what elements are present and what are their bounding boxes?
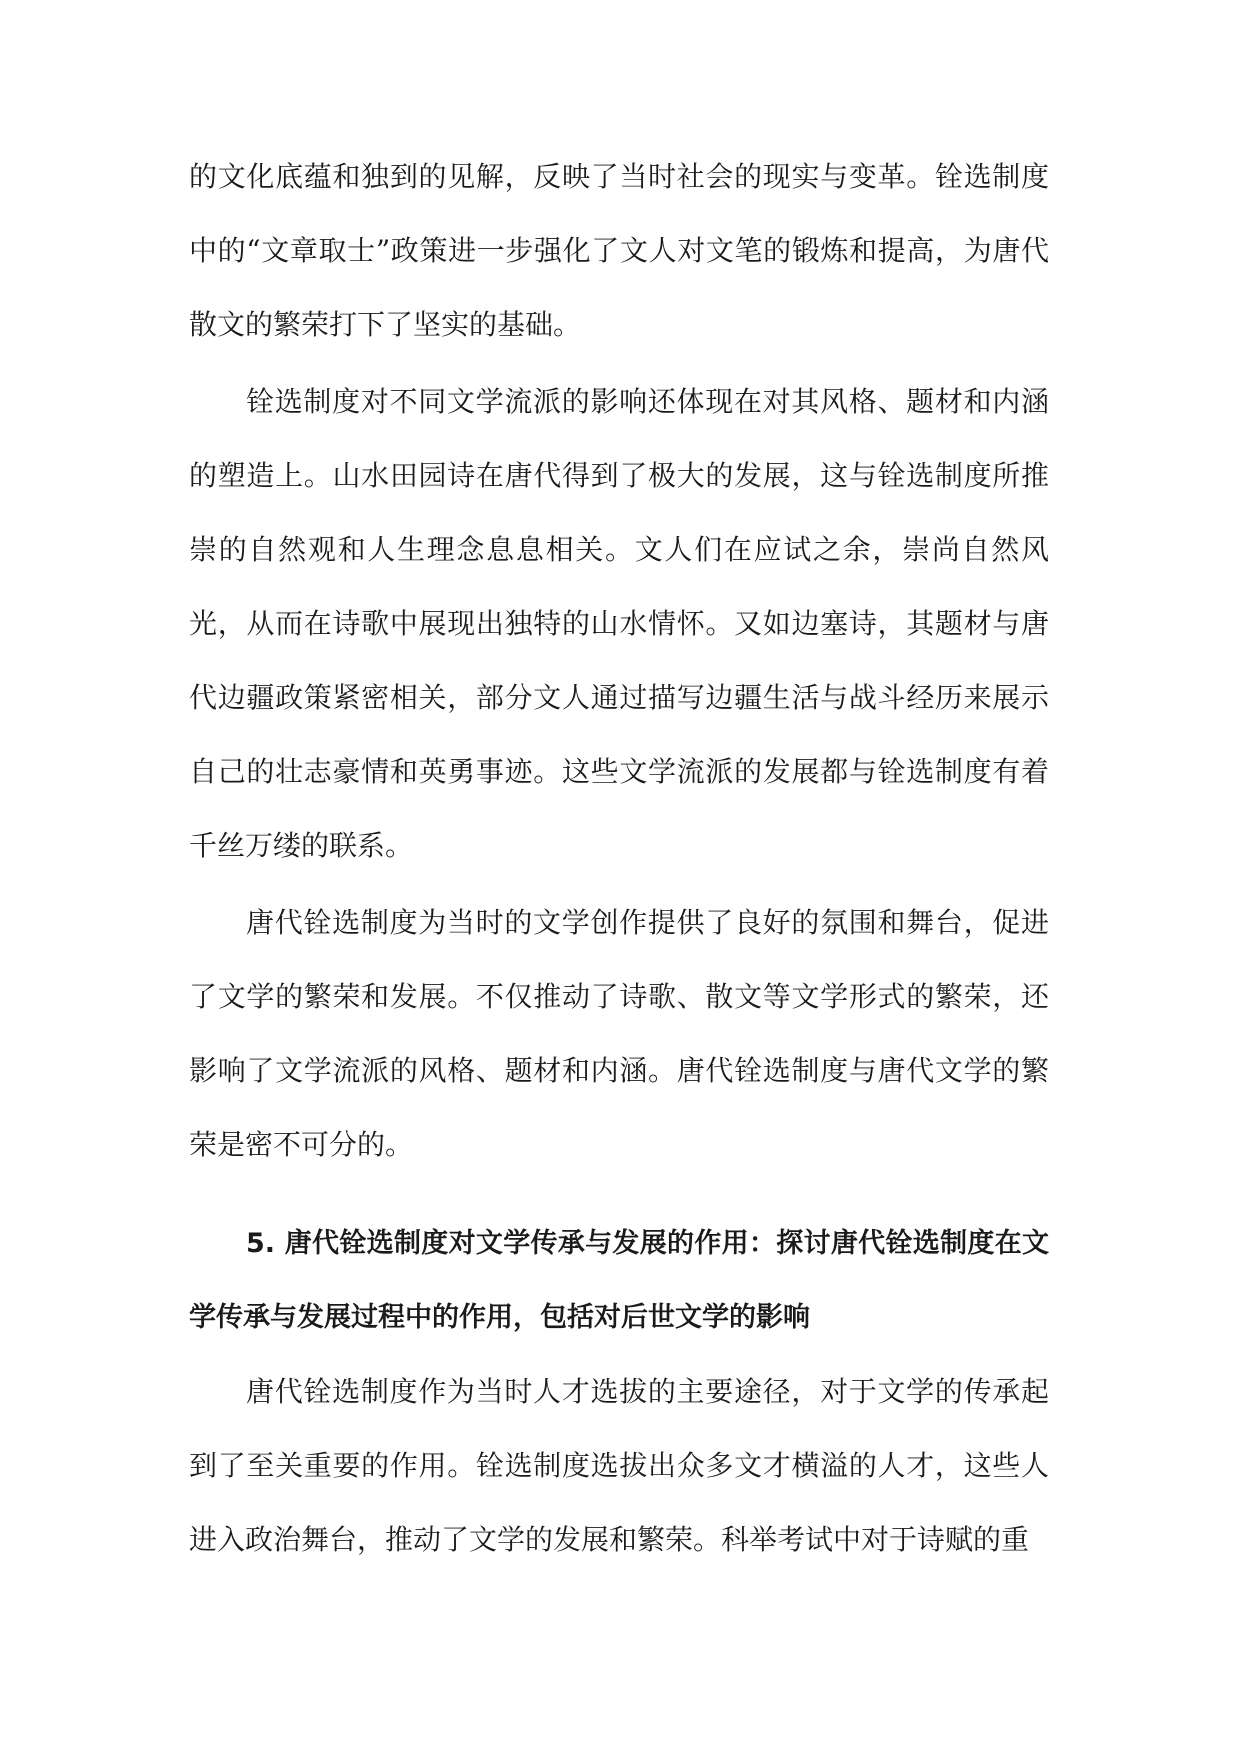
paragraph-literary-schools: 铨选制度对不同文学流派的影响还体现在对其风格、题材和内涵的塑造上。山水田园诗在唐代得到了极大的发展，这与铨选制度所推崇的自然观和人生理念息息相关。文人们在应试之余，崇尚自然风光，从而在诗歌中展现出独特的山水情怀。又如边塞诗，其题材与唐代边疆政策紧密相关，部分文人通过描写边疆生活与战斗经历来展示自己的壮志豪情和英勇事迹。这些文学流派的发展都与铨选制度有着千丝万缕的联系。 [189, 385, 1049, 862]
paragraph-summary: 唐代铨选制度为当时的文学创作提供了良好的氛围和舞台，促进了文学的繁荣和发展。不仅推动了诗歌、散文等文学形式的繁荣，还影响了文学流派的风格、题材和内涵。唐代铨选制度与唐代文学的繁荣是密不可分的。 [189, 906, 1049, 1161]
paragraph-inheritance: 唐代铨选制度作为当时人才选拔的主要途径，对于文学的传承起到了至关重要的作用。铨选制度选拔出众多文才横溢的人才，这些人进入政治舞台，推动了文学的发展和繁荣。科举考试中对于诗赋的重 [189, 1375, 1049, 1556]
document-body [189, 140, 1049, 1580]
paragraph-continued: 的文化底蕴和独到的见解，反映了当时社会的现实与变革。铨选制度中的“文章取士”政策进一步强化了文人对文笔的锻炼和提高，为唐代散文的繁荣打下了坚实的基础。 [189, 160, 1049, 341]
section-heading: 5. 唐代铨选制度对文学传承与发展的作用：探讨唐代铨选制度在文学传承与发展过程中的作用，包括对后世文学的影响 [189, 1228, 1049, 1333]
